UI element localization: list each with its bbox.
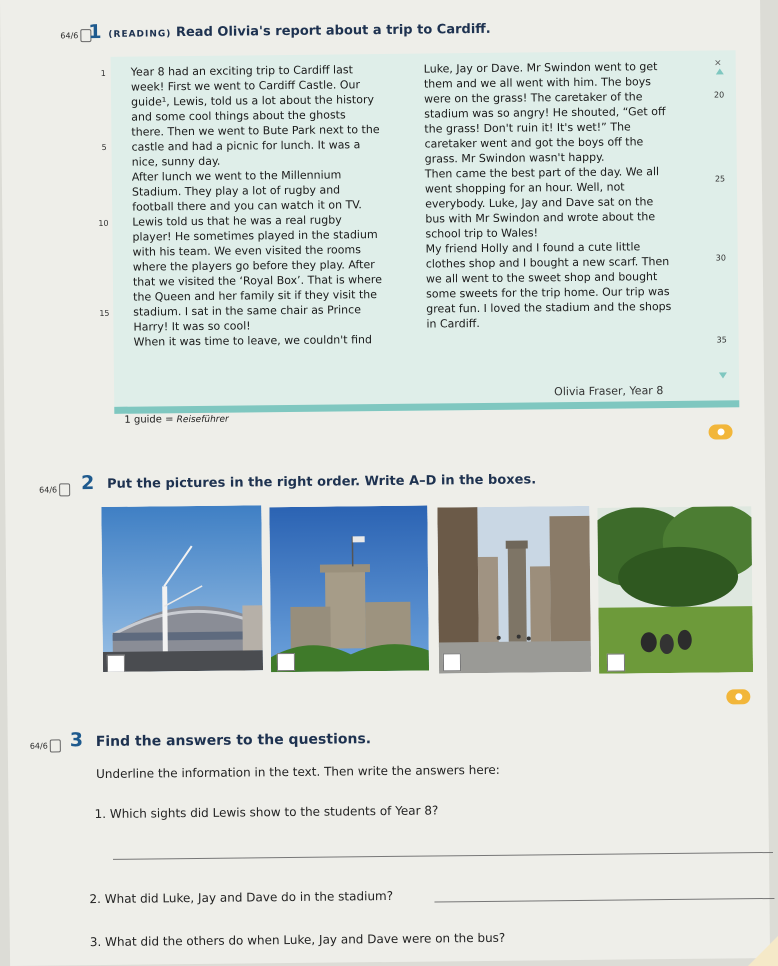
- task3-title: Find the answers to the questions.: [95, 731, 372, 751]
- difficulty-icon: [726, 689, 750, 704]
- report-line: them and we all went with him. The boys: [423, 75, 652, 91]
- report-line: Luke, Jay or Dave. Mr Swindon went to get: [423, 60, 658, 76]
- task2-title: Put the pictures in the right order. Write A–D in the boxes.: [106, 472, 537, 492]
- task3-instruction: Underline the information in the text. Then write the answers here:: [96, 762, 500, 782]
- line-number: 15: [99, 308, 110, 318]
- task1-ref: 64/6: [60, 29, 91, 42]
- street-photo: [437, 506, 591, 674]
- report-line: clothes shop and I bought a new scarf. Then: [425, 255, 670, 271]
- close-icon: ×: [714, 58, 722, 69]
- report-line: castle and had a picnic for lunch. It was a: [131, 138, 361, 154]
- park-image: [597, 506, 753, 674]
- task2-number: 2: [80, 472, 95, 495]
- audio-icon: [59, 483, 70, 496]
- line-number: 30: [715, 253, 726, 263]
- answer-box[interactable]: [607, 653, 625, 671]
- report-line: stadium. I sat in the same chair as Prince: [133, 303, 362, 319]
- report-line: there. Then we went to Bute Park next to the: [131, 123, 380, 139]
- line-number: 25: [714, 174, 726, 184]
- report-line: the Queen and her family sit if they visit the: [133, 288, 378, 304]
- report-line: Harry! It was so cool!: [133, 319, 251, 334]
- report-line: grass. Mr Swindon wasn't happy.: [424, 150, 605, 166]
- footnote: 1 guide = Reiseführer: [124, 414, 229, 426]
- report-line: week! First we went to Cardiff Castle. Our: [130, 78, 361, 94]
- report-line: stadium was so angry! He shouted, “Get off: [424, 105, 666, 121]
- line-number: 10: [98, 218, 109, 228]
- castle-image: [269, 506, 429, 673]
- report-line: bus with Mr Swindon and wrote about the: [425, 210, 656, 226]
- question-2: 2. What did Luke, Jay and Dave do in the stadium?: [89, 888, 394, 907]
- stadium-image: [101, 505, 263, 672]
- answer-box[interactable]: [443, 653, 461, 671]
- report-line: we all went to the sweet shop and bought: [425, 270, 658, 286]
- line-number: 1: [100, 68, 106, 78]
- castle-photo: [269, 506, 429, 673]
- task1-title: (READING) Read Olivia's report about a trip to Cardiff.: [108, 21, 491, 41]
- report-signature: Olivia Fraser, Year 8: [554, 384, 664, 399]
- report-line: When it was time to leave, we couldn't find: [133, 333, 373, 349]
- task3-ref: 64/6: [30, 739, 61, 752]
- arrow-down-icon: [719, 372, 727, 378]
- report-line: were on the grass! The caretaker of the: [423, 90, 643, 106]
- report-line: school trip to Wales!: [425, 226, 539, 241]
- park-photo: [597, 506, 753, 674]
- report-line: Lewis told us that he was a real rugby: [132, 213, 342, 229]
- audio-icon: [50, 739, 61, 752]
- task1-number: 1: [88, 20, 102, 44]
- report-line: went shopping for an hour. Well, not: [424, 180, 625, 196]
- report-line: My friend Holly and I found a cute little: [425, 240, 641, 256]
- report-column-right: [424, 59, 709, 332]
- report-line: great fun. I loved the stadium and the shops: [426, 299, 672, 316]
- answer-box[interactable]: [277, 653, 295, 671]
- line-number: 5: [101, 142, 107, 152]
- report-line: nice, sunny day.: [131, 154, 221, 169]
- task1-tag: READING: [113, 29, 167, 40]
- question-1: 1. Which sights did Lewis show to the students of Year 8?: [94, 803, 439, 822]
- report-line: Stadium. They play a lot of rugby and: [131, 183, 341, 199]
- street-image: [437, 506, 591, 674]
- report-line: player! He sometimes played in the stadium: [132, 228, 378, 244]
- stadium-photo: [101, 505, 263, 672]
- report-line: caretaker went and got the boys off the: [424, 135, 644, 151]
- report-column-left: [131, 62, 406, 350]
- report-line: Year 8 had an exciting trip to Cardiff last: [130, 63, 353, 79]
- report-line: the grass! Don't ruin it! It's wet!” The: [424, 120, 631, 136]
- line-number: 20: [713, 90, 725, 100]
- report-line: in Cardiff.: [426, 316, 480, 331]
- question-3: 3. What did the others do when Luke, Jay and Dave were on the bus?: [89, 930, 506, 950]
- report-line: where the players go before they play. After: [132, 258, 375, 274]
- report-line: football there and you can watch it on TV.: [132, 198, 362, 214]
- report-line: everybody. Luke, Jay and Dave sat on the: [425, 195, 654, 211]
- answer-box[interactable]: [107, 655, 125, 672]
- report-line: After lunch we went to the Millennium: [131, 168, 342, 184]
- report-line: Then came the best part of the day. We all: [424, 165, 660, 181]
- task2-ref: 64/6: [39, 483, 70, 496]
- report-line: with his team. We even visited the rooms: [132, 243, 361, 259]
- report-line: that we visited the ‘Royal Box’. That is where: [132, 273, 383, 289]
- arrow-up-icon: [716, 68, 724, 74]
- report-line: some sweets for the trip home. Our trip was: [426, 285, 670, 301]
- line-number: 35: [716, 335, 727, 345]
- difficulty-icon: [708, 424, 732, 439]
- report-line: guide¹, Lewis, told us a lot about the history: [131, 93, 375, 109]
- report-line: and some cool things about the ghosts: [131, 108, 346, 124]
- task3-number: 3: [69, 729, 84, 752]
- answer-line-1[interactable]: [113, 852, 773, 860]
- answer-line-2[interactable]: [434, 898, 774, 903]
- reading-text-box: [98, 50, 740, 414]
